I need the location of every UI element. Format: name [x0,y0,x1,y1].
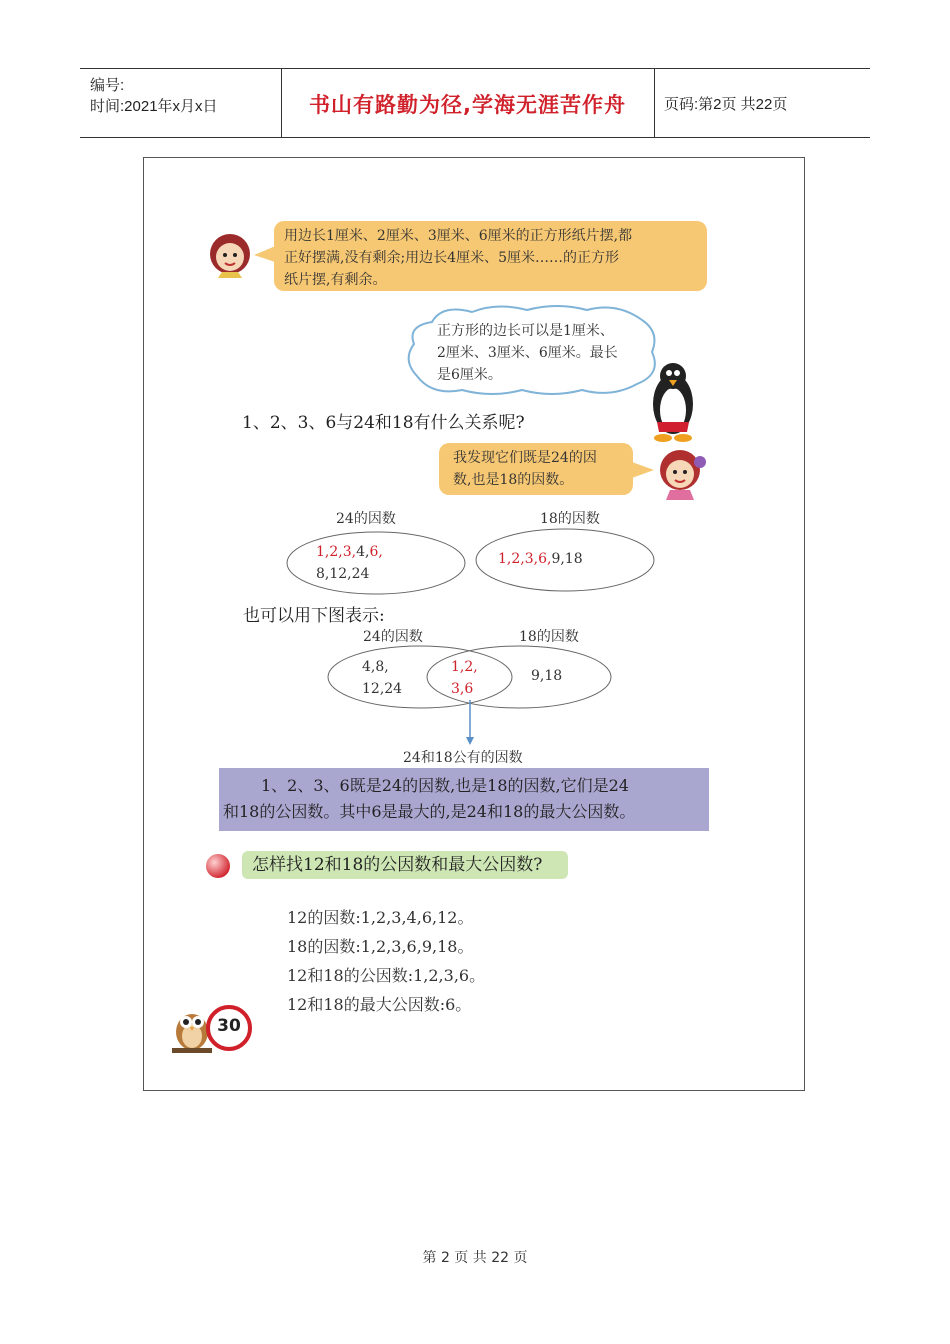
set-18-members [498,551,583,567]
header-meta [90,75,218,117]
girl-avatar-icon [652,448,710,502]
venn-intersection-members [451,656,478,700]
arrow-caption: 24和18公有的因数 [403,750,523,766]
relation-question: 1、2、3、6与24和18有什么关系呢? [242,413,525,433]
venn-label-24: 24的因数 [363,629,423,645]
step-line: 12和18的最大公因数:6。 [287,995,472,1014]
book-page-number: 30 [217,1016,241,1036]
set-label-24: 24的因数 [336,511,396,527]
bubble-line: 正好摆满,没有剩余;用边长4厘米、5厘米……的正方形 [284,250,619,266]
venn-mid-line: 1,2, [451,659,478,675]
number-label: 编号: [90,77,125,94]
venn-right-members: 9,18 [531,668,563,684]
cloud-line: 正方形的边长可以是1厘米、 [437,323,614,339]
step-line: 12的因数:1,2,3,4,6,12。 [287,908,474,927]
document-header [80,68,870,138]
definition-line: 和18的公因数。其中6是最大的,是24和18的最大公因数。 [223,802,636,821]
step-line: 12和18的公因数:1,2,3,6。 [287,966,486,985]
venn-left-line: 12,24 [362,681,403,697]
venn-intro: 也可以用下图表示: [243,606,385,626]
girl-speech-bubble [274,221,707,291]
bubble-line: 纸片摆,有剩余。 [284,272,387,288]
venn-label-18: 18的因数 [519,629,579,645]
bubble-line: 用边长1厘米、2厘米、3厘米、6厘米的正方形纸片摆,都 [284,228,633,244]
definition-box [219,768,709,831]
girl-avatar-icon [204,230,256,282]
penguin-icon [643,358,705,442]
cloud-line: 2厘米、3厘米、6厘米。最长 [437,345,618,361]
set-label-18: 18的因数 [540,511,600,527]
venn-mid-line: 3,6 [451,681,474,697]
header-motto: 书山有路勤为径,学海无涯苦作舟 [309,93,626,117]
cloud-line: 是6厘米。 [437,367,502,383]
other-factors: 4, [356,544,370,560]
header-divider [654,69,655,137]
venn-circle-24 [328,646,512,708]
other-factors: 9,18 [551,551,583,567]
penguin-thought-text [437,320,618,386]
date-line: 时间:2021年x月x日 [90,98,218,115]
how-question-banner: 怎样找12和18的公因数和最大公因数? [242,851,568,879]
arrow-head-icon [466,737,474,745]
step-line: 18的因数:1,2,3,6,9,18。 [287,937,474,956]
bubble-line: 我发现它们既是24的因 [453,450,597,466]
other-factors: 8,12,24 [316,566,370,582]
venn-left-members [362,656,402,700]
red-ball-icon [204,852,232,880]
common-factors: 1,2,3, [316,544,357,560]
common-factors: 6, [369,544,383,560]
page-footer: 第 2 页 共 22 页 [422,1250,528,1266]
definition-line: 1、2、3、6既是24的因数,也是18的因数,它们是24 [261,776,629,795]
bubble-line: 数,也是18的因数。 [453,472,574,488]
venn-left-line: 4,8, [362,659,389,675]
common-factors: 1,2,3,6, [498,551,552,567]
set-24-members [316,541,383,585]
speech-tail [632,460,654,480]
header-page-info: 页码:第2页 共22页 [664,96,788,113]
girl-discovery-bubble [439,443,633,495]
